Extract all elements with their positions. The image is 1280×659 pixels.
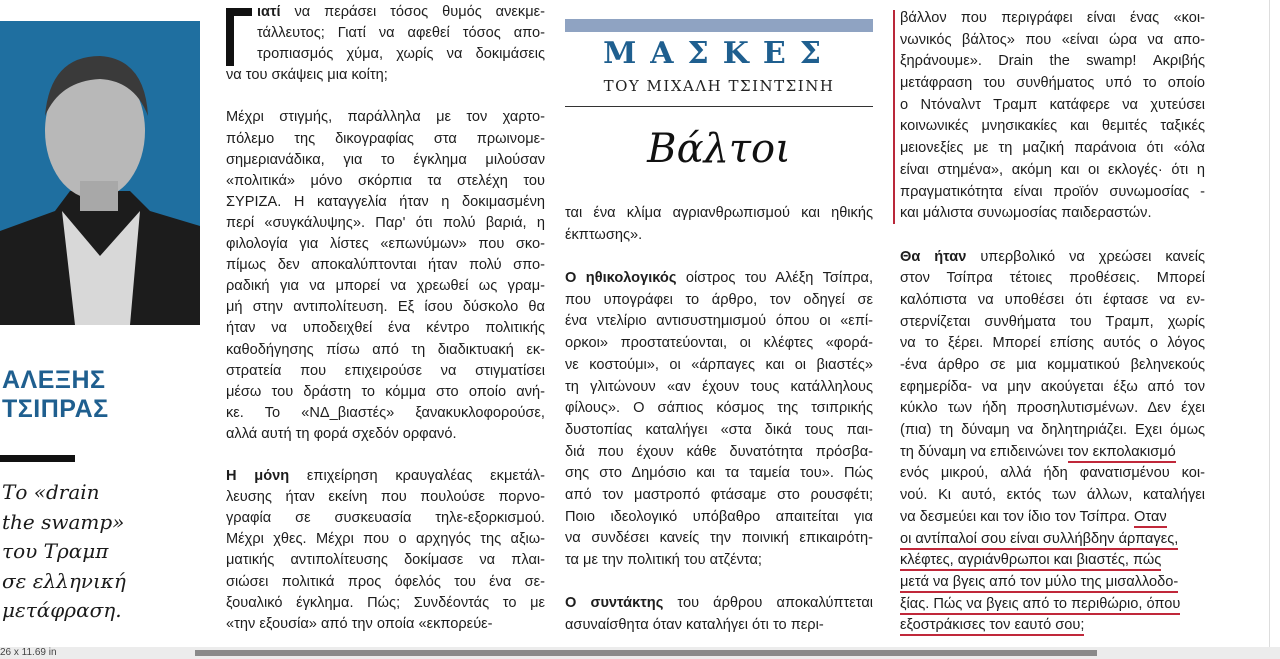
article-line bbox=[900, 203, 1205, 225]
line-text: διά που έχουν κάθε δυνατότητα πρόσβα- bbox=[565, 443, 873, 460]
article-line bbox=[565, 420, 873, 442]
article-line bbox=[226, 129, 545, 150]
article-line bbox=[900, 116, 1205, 138]
line-text: (πια) τη δύναμη να δηλητηριάζει. Εχει όμως bbox=[900, 422, 1205, 439]
line-text: ξουαλικό έγκλημα. Πώς; Συνδέοντάς το με bbox=[226, 594, 545, 611]
line-text: να δεσμεύει και τον ίδιο τον Τσίπρα. bbox=[900, 508, 1135, 525]
line-text: εφημερίδα- να μην ακούγεται έξω από τον bbox=[900, 378, 1205, 395]
article-line bbox=[900, 290, 1205, 312]
line-text: στερνίζεται συνθήματα του Τραμπ, χωρίς bbox=[900, 313, 1205, 330]
byline: ΤΟΥ ΜΙΧΑΛΗ ΤΣΙΝΤΣΙΝΗ bbox=[603, 77, 835, 95]
article-line bbox=[900, 247, 1205, 269]
line-text: πραγματικότητα είναι προϊόν συνωμοσίας - bbox=[900, 183, 1205, 200]
line-text: είναι στημένα», ακόμη και οι εκλογές· ότι η bbox=[900, 161, 1205, 178]
line-text: φίλους». Ο σάπιος κόσμος της τσιπρικής bbox=[565, 400, 873, 417]
line-text: Μέχρι στιγμής, παράλληλα με τον χαρτο- bbox=[226, 109, 545, 126]
article-line bbox=[226, 171, 545, 192]
underlined-text: οι αντίπαλοί σου είναι συλλήβδην άρπαγες, bbox=[900, 531, 1178, 550]
article-line bbox=[900, 333, 1205, 355]
author-photo bbox=[0, 21, 200, 325]
article-line bbox=[226, 572, 545, 593]
headline: Βάλτοι bbox=[647, 126, 791, 172]
paragraph-gap bbox=[565, 246, 873, 268]
line-text: ΣΥΡΙΖΑ. Η καταγγελία ήταν η δοκιμασμένη bbox=[226, 193, 545, 210]
author-name bbox=[2, 366, 109, 424]
line-text: από τον μαστροπό φτάσαμε στο ρουσφέτι; bbox=[565, 486, 873, 503]
paragraph-lead: Θα ήταν bbox=[900, 248, 967, 265]
line-text: ο Ντόναλντ Τραμπ κατάφερε να χυτεύσει bbox=[900, 96, 1205, 113]
article-line bbox=[226, 487, 545, 508]
line-text: μειονεξίες με τη μαζική παράνοια ότι «όλα bbox=[900, 140, 1205, 157]
pull-quote-line: μετάφραση. bbox=[2, 598, 122, 622]
column-name: ΜΑΣΚΕΣ bbox=[603, 36, 835, 71]
line-text: οίστρος του Αλέξη Τσίπρα, bbox=[676, 270, 874, 287]
line-text: ορκοι» προστατεύονται, οι κλέφτες «φορά- bbox=[565, 335, 873, 352]
line-text: και μάλιστα συνωμοσίας παιδεραστών. bbox=[900, 205, 1152, 222]
line-text: ται ένα κλίμα αγριανθρωπισμού και ηθικής bbox=[565, 205, 873, 221]
article-line bbox=[900, 615, 1205, 637]
line-text: τάλλευτος; Γιατί να αφεθεί τόσος απο- bbox=[257, 25, 545, 42]
article-line bbox=[565, 311, 873, 333]
paragraph-lead: Ο συντάκτης bbox=[565, 595, 664, 612]
article-line bbox=[226, 403, 545, 424]
article-line bbox=[226, 508, 545, 529]
article-line bbox=[226, 466, 545, 487]
article-line bbox=[900, 30, 1205, 52]
article-line bbox=[900, 312, 1205, 334]
line-text: «πολιτικά» μόνο σκόρπια τα στελέχη του bbox=[226, 172, 545, 189]
article-line bbox=[900, 507, 1205, 529]
article-line bbox=[900, 51, 1205, 73]
column-header-bar bbox=[565, 19, 873, 32]
line-text: ματικής αντιπολίτευσης δοκίμασε να πλαι- bbox=[226, 552, 545, 569]
author-first-name: ΑΛΕΞΗΣ bbox=[2, 366, 106, 394]
article-line bbox=[226, 23, 545, 44]
line-text: γραφία σε συσκευασία τηλε-εξορκισμού. bbox=[226, 510, 545, 527]
line-text: τροπιασμός χύμα, χωρίς να δοκιμάσεις bbox=[257, 46, 545, 63]
horizontal-scrollbar[interactable] bbox=[195, 650, 1097, 656]
underlined-text: κλέφτες, αγριάνθρωποι και βιαστές, πώς bbox=[900, 552, 1161, 571]
line-text: ξηράνουμε». Drain the swamp! Ακριβής bbox=[900, 53, 1205, 70]
article-line bbox=[900, 463, 1205, 485]
article-line bbox=[226, 614, 545, 635]
underlined-text: Οταν bbox=[1134, 509, 1167, 528]
article-line bbox=[226, 192, 545, 213]
article-line bbox=[226, 150, 545, 171]
line-text: επιχείρηση κραυγαλέας εκμετάλ- bbox=[289, 468, 546, 485]
article-line bbox=[565, 615, 873, 637]
article-line bbox=[565, 442, 873, 464]
article-line bbox=[900, 420, 1205, 442]
paragraph-lead: Η μόνη bbox=[226, 468, 290, 485]
line-text: νωνικός βάλτος» που «είναι ώρα να απο- bbox=[900, 31, 1205, 48]
article-line bbox=[900, 160, 1205, 182]
divider-bar bbox=[0, 455, 75, 462]
article-line bbox=[565, 398, 873, 420]
line-text: να το ξέρει. Μπορεί επίσης αυτός ο λόγος bbox=[900, 335, 1205, 352]
article-line bbox=[900, 355, 1205, 377]
article-line bbox=[565, 528, 873, 550]
line-text: νού. Κι αυτό, εκτός των άλλων, καταλήγει bbox=[900, 487, 1205, 504]
line-text: βάλλον που περιγράφει είναι ένας «κοι- bbox=[900, 10, 1205, 26]
pull-quote bbox=[2, 478, 126, 626]
line-text: ασυναίσθητα όταν καταλήγει ότι το περι- bbox=[565, 617, 824, 634]
line-text: στον Τσίπρα τέτοιες προθέσεις. Μπορεί bbox=[900, 270, 1205, 287]
line-text: πόλεμο της δικογραφίας στα πρωινομε- bbox=[226, 130, 545, 147]
article-line bbox=[226, 255, 545, 276]
article-line bbox=[565, 550, 873, 572]
article-line bbox=[226, 550, 545, 571]
article-line bbox=[226, 297, 545, 318]
line-text: που υπογράφει το άρθρο, τον οδηγεί σε bbox=[565, 291, 873, 308]
margin-annotation-line bbox=[893, 10, 895, 224]
article-line bbox=[226, 318, 545, 339]
line-text: να περάσει τόσος θυμός ανεκμε- bbox=[280, 4, 545, 20]
line-text: τη δύναμη να επιδεινώνει bbox=[900, 443, 1068, 460]
status-bar bbox=[0, 647, 1280, 659]
article-line bbox=[900, 73, 1205, 95]
line-text: κε. Το «ΝΔ_βιαστές» ξανακυκλοφορούσε, bbox=[226, 404, 545, 421]
page-dimensions: 26 x 11.69 in bbox=[0, 647, 57, 658]
line-text: -ένα άρθρο σε μια κομματικού βεληνεκούς bbox=[900, 357, 1205, 373]
header-rule bbox=[565, 106, 873, 107]
article-line bbox=[226, 593, 545, 614]
article-line bbox=[900, 95, 1205, 117]
underlined-text: ξίας. Πώς να βγεις από το περιθώριο, όπου bbox=[900, 596, 1180, 615]
line-text: αλλά αυτή τη φορά σχεδόν ορφανό. bbox=[226, 425, 457, 442]
line-text: σιώσει πολιτικά προς όφελός του ένα σε- bbox=[226, 573, 545, 590]
article-line bbox=[565, 463, 873, 485]
line-text: τη γλιτώνουν «αν έχουν τους κατάλληλους bbox=[565, 378, 873, 395]
article-line bbox=[900, 377, 1205, 399]
article-line bbox=[900, 8, 1205, 30]
article-line bbox=[900, 138, 1205, 160]
article-line bbox=[900, 268, 1205, 290]
pull-quote-line: του Τραμπ bbox=[2, 539, 109, 563]
underlined-text: τον εκπολακισμό bbox=[1068, 444, 1176, 463]
line-text: να του σκάψεις μια κοίτη; bbox=[226, 67, 388, 84]
line-text: τα με την πολιτική του ατζέντα; bbox=[565, 552, 762, 568]
line-text: κύκλο των ήδη προσηλυτισμένων. Δεν έχει bbox=[900, 400, 1205, 417]
line-text: σημεριανάδικα, για το έγκλημα μιλούσαν bbox=[226, 151, 545, 168]
page-edge bbox=[1269, 0, 1270, 647]
article-line bbox=[565, 377, 873, 399]
line-text: κοινωνικές μνησικακίες και θεμιτές ταξικές bbox=[900, 118, 1205, 135]
line-text: «την εξουσία» από την οποία «εκπορεύε- bbox=[226, 615, 493, 632]
line-text: καλόπιστα να υποθέσει ότι έφτασε να εν- bbox=[900, 291, 1205, 308]
line-text: νε κοστούμι», οι «άρπαγες και οι βιαστές» bbox=[565, 356, 873, 373]
paragraph-gap bbox=[900, 225, 1205, 247]
pull-quote-line: Το «drain bbox=[2, 480, 100, 504]
article-line bbox=[226, 213, 545, 234]
paragraph-gap bbox=[226, 86, 545, 107]
article-line bbox=[900, 572, 1205, 594]
article-line bbox=[226, 44, 545, 65]
line-text: ήταν να υποδειχθεί ένα κέντρο πολιτικής bbox=[226, 320, 545, 337]
article-line bbox=[226, 424, 545, 445]
line-text: ένα ντελίριο αντισυστημισμού όπου οι «επί- bbox=[565, 313, 873, 330]
line-text: ενός μικρού, αλλά ήδη φανατισμένου κοι- bbox=[900, 465, 1205, 482]
article-line bbox=[900, 398, 1205, 420]
article-line bbox=[565, 290, 873, 312]
underlined-text: μετά να βγεις από τον μύλο της μισαλλοδο- bbox=[900, 574, 1178, 593]
article-line bbox=[900, 594, 1205, 616]
article-line bbox=[565, 593, 873, 615]
article-line bbox=[565, 355, 873, 377]
line-text: φιλολογία για λίστες «επωνύμων» που σκο- bbox=[226, 236, 545, 253]
article-line bbox=[226, 276, 545, 297]
paragraph-lead: Ο ηθικολογικός bbox=[565, 270, 677, 287]
article-line bbox=[900, 550, 1205, 572]
article-column-2 bbox=[565, 203, 873, 637]
line-text: υπερβολικό να χρεώσει κανείς bbox=[966, 248, 1205, 265]
article-line bbox=[226, 382, 545, 403]
line-text: καθοδήγησης πίσω από τη διαδικτυακή εκ- bbox=[226, 341, 545, 358]
line-text: δυστοπίας καταλήγει «στα δικά τους παι- bbox=[565, 421, 873, 438]
paragraph-lead: ιατί bbox=[257, 4, 281, 20]
article-line bbox=[565, 507, 873, 529]
article-column-1 bbox=[226, 2, 545, 635]
article-line bbox=[226, 234, 545, 255]
article-line bbox=[565, 203, 873, 225]
article-line bbox=[226, 65, 545, 86]
line-text: μετάφραση του συνθήματος υπό το οποίο bbox=[900, 75, 1205, 92]
line-text: σης στο Δημόσιο και τα ταμεία του». Πώς bbox=[565, 465, 873, 482]
paragraph-gap bbox=[565, 572, 873, 594]
line-text: έκπτωσης». bbox=[565, 226, 643, 243]
article-line bbox=[226, 340, 545, 361]
line-text: λευσης ήταν εκείνη που πουλούσε πορνο- bbox=[226, 489, 545, 506]
article-line bbox=[226, 529, 545, 550]
line-text: ραδική για να μπορεί να χρεωθεί ως γραμ- bbox=[226, 278, 545, 295]
article-line bbox=[565, 268, 873, 290]
article-line bbox=[900, 182, 1205, 204]
line-text: μέσω του δράστη το κόμμα στο οποίο ανή- bbox=[226, 383, 545, 400]
article-line bbox=[900, 442, 1205, 464]
paragraph-gap bbox=[226, 445, 545, 466]
article-column-3 bbox=[900, 8, 1205, 637]
article-line bbox=[226, 361, 545, 382]
line-text: μή στην αντιπολίτευση. Εξ ίσου δύσκολο θα bbox=[226, 299, 545, 316]
article-line bbox=[226, 2, 545, 23]
article-line bbox=[565, 333, 873, 355]
line-text: Ποιο ιδεολογικό υπόβαθρο απαιτείται για bbox=[565, 508, 873, 525]
article-line bbox=[226, 107, 545, 128]
line-text: περί «συγκάλυψης». Παρ' ότι πολύ βαριά, η bbox=[226, 214, 545, 231]
line-text: του άρθρου αποκαλύπτεται bbox=[663, 595, 873, 612]
underlined-text: εξοστράκισες τον εαυτό σου; bbox=[900, 617, 1084, 636]
pull-quote-line: the swamp» bbox=[2, 509, 125, 534]
article-line bbox=[565, 225, 873, 247]
article-line bbox=[565, 485, 873, 507]
line-text: να συνδέσει κανείς την ποινική επικαιρότη- bbox=[565, 530, 873, 547]
line-text: πίμως δεν αποκαλύπτονται ήταν πολύ σπο- bbox=[226, 257, 545, 274]
line-text: Μέχρι χθες. Μέχρι που ο αρχηγός της αξιω- bbox=[226, 531, 545, 548]
article-line bbox=[900, 529, 1205, 551]
line-text: στρατεία που επιχειρούσε να στιγματίσει bbox=[226, 362, 545, 379]
pull-quote-line: σε ελληνική bbox=[2, 568, 126, 593]
author-last-name: ΤΣΙΠΡΑΣ bbox=[2, 395, 109, 423]
article-line bbox=[900, 485, 1205, 507]
